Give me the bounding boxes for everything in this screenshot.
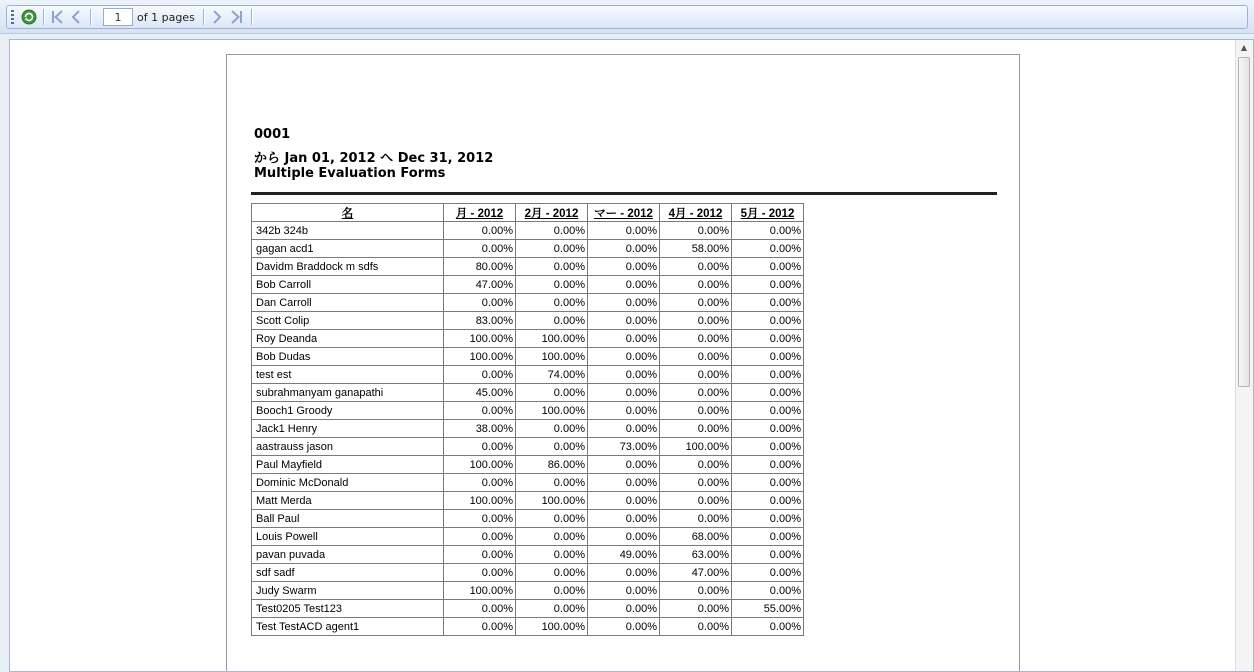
score-cell: 0.00% bbox=[588, 492, 660, 510]
column-header[interactable]: 2月 - 2012 bbox=[516, 204, 588, 222]
agent-name-cell: sdf sadf bbox=[252, 564, 444, 582]
score-cell: 100.00% bbox=[444, 456, 516, 474]
score-cell: 73.00% bbox=[588, 438, 660, 456]
score-cell: 0.00% bbox=[732, 294, 804, 312]
score-cell: 0.00% bbox=[444, 366, 516, 384]
score-cell: 0.00% bbox=[516, 528, 588, 546]
agent-name-cell: Matt Merda bbox=[252, 492, 444, 510]
score-cell: 0.00% bbox=[516, 312, 588, 330]
report-id-heading: 0001 bbox=[254, 127, 291, 142]
score-cell: 0.00% bbox=[588, 366, 660, 384]
table-row bbox=[252, 528, 804, 546]
score-cell: 0.00% bbox=[732, 564, 804, 582]
score-cell: 0.00% bbox=[588, 294, 660, 312]
score-cell: 0.00% bbox=[660, 492, 732, 510]
score-cell: 0.00% bbox=[732, 366, 804, 384]
score-cell: 0.00% bbox=[444, 294, 516, 312]
toolbar-separator bbox=[43, 9, 45, 25]
table-row bbox=[252, 582, 804, 600]
agent-name-cell: 342b 324b bbox=[252, 222, 444, 240]
score-cell: 0.00% bbox=[444, 240, 516, 258]
score-cell: 0.00% bbox=[732, 330, 804, 348]
score-cell: 63.00% bbox=[660, 546, 732, 564]
agent-name-cell: Booch1 Groody bbox=[252, 402, 444, 420]
score-cell: 0.00% bbox=[444, 618, 516, 636]
score-cell: 0.00% bbox=[588, 474, 660, 492]
score-cell: 100.00% bbox=[516, 402, 588, 420]
refresh-button[interactable] bbox=[20, 8, 38, 26]
score-cell: 0.00% bbox=[516, 240, 588, 258]
agent-name-cell: Dominic McDonald bbox=[252, 474, 444, 492]
score-cell: 0.00% bbox=[588, 510, 660, 528]
score-cell: 0.00% bbox=[660, 420, 732, 438]
report-viewer[interactable] bbox=[9, 39, 1254, 672]
column-header[interactable]: 名 bbox=[252, 204, 444, 222]
table-row bbox=[252, 384, 804, 402]
table-row bbox=[252, 510, 804, 528]
score-cell: 0.00% bbox=[516, 564, 588, 582]
score-cell: 0.00% bbox=[588, 222, 660, 240]
first-page-icon bbox=[49, 9, 65, 25]
score-cell: 0.00% bbox=[588, 312, 660, 330]
agent-name-cell: test est bbox=[252, 366, 444, 384]
page-number-input[interactable] bbox=[103, 8, 133, 26]
score-cell: 0.00% bbox=[732, 384, 804, 402]
score-cell: 0.00% bbox=[444, 402, 516, 420]
table-row bbox=[252, 312, 804, 330]
score-cell: 0.00% bbox=[732, 402, 804, 420]
first-page-button[interactable] bbox=[48, 8, 66, 26]
score-cell: 0.00% bbox=[732, 276, 804, 294]
score-cell: 100.00% bbox=[660, 438, 732, 456]
table-row bbox=[252, 618, 804, 636]
table-row bbox=[252, 600, 804, 618]
score-cell: 0.00% bbox=[444, 528, 516, 546]
score-cell: 38.00% bbox=[444, 420, 516, 438]
scroll-thumb[interactable] bbox=[1238, 57, 1250, 387]
score-cell: 0.00% bbox=[588, 402, 660, 420]
toolbar-separator bbox=[203, 9, 205, 25]
agent-name-cell: gagan acd1 bbox=[252, 240, 444, 258]
score-cell: 0.00% bbox=[516, 420, 588, 438]
table-row bbox=[252, 438, 804, 456]
score-cell: 0.00% bbox=[516, 510, 588, 528]
score-cell: 100.00% bbox=[444, 582, 516, 600]
evaluation-table bbox=[251, 203, 804, 636]
score-cell: 0.00% bbox=[588, 330, 660, 348]
score-cell: 0.00% bbox=[588, 240, 660, 258]
toolbar-strip bbox=[6, 5, 1248, 29]
agent-name-cell: Bob Carroll bbox=[252, 276, 444, 294]
score-cell: 0.00% bbox=[516, 384, 588, 402]
score-cell: 0.00% bbox=[588, 600, 660, 618]
score-cell: 100.00% bbox=[444, 348, 516, 366]
score-cell: 0.00% bbox=[660, 258, 732, 276]
score-cell: 47.00% bbox=[444, 276, 516, 294]
table-row bbox=[252, 348, 804, 366]
score-cell: 74.00% bbox=[516, 366, 588, 384]
agent-name-cell: Ball Paul bbox=[252, 510, 444, 528]
score-cell: 0.00% bbox=[732, 312, 804, 330]
refresh-icon bbox=[21, 9, 37, 25]
score-cell: 0.00% bbox=[660, 312, 732, 330]
score-cell: 0.00% bbox=[732, 240, 804, 258]
agent-name-cell: Dan Carroll bbox=[252, 294, 444, 312]
score-cell: 100.00% bbox=[516, 330, 588, 348]
score-cell: 0.00% bbox=[660, 222, 732, 240]
score-cell: 47.00% bbox=[660, 564, 732, 582]
agent-name-cell: Davidm Braddock m sdfs bbox=[252, 258, 444, 276]
score-cell: 100.00% bbox=[444, 330, 516, 348]
score-cell: 0.00% bbox=[444, 474, 516, 492]
vertical-scrollbar[interactable] bbox=[1235, 40, 1253, 672]
column-header[interactable]: 4月 - 2012 bbox=[660, 204, 732, 222]
score-cell: 0.00% bbox=[732, 528, 804, 546]
score-cell: 83.00% bbox=[444, 312, 516, 330]
score-cell: 0.00% bbox=[732, 546, 804, 564]
column-header[interactable]: マー - 2012 bbox=[588, 204, 660, 222]
last-page-icon bbox=[229, 9, 245, 25]
score-cell: 0.00% bbox=[444, 510, 516, 528]
score-cell: 0.00% bbox=[732, 438, 804, 456]
table-row bbox=[252, 492, 804, 510]
table-row bbox=[252, 546, 804, 564]
score-cell: 0.00% bbox=[516, 438, 588, 456]
score-cell: 0.00% bbox=[660, 276, 732, 294]
score-cell: 0.00% bbox=[732, 474, 804, 492]
table-row bbox=[252, 276, 804, 294]
score-cell: 100.00% bbox=[516, 492, 588, 510]
previous-page-button[interactable] bbox=[67, 8, 85, 26]
agent-name-cell: Jack1 Henry bbox=[252, 420, 444, 438]
report-toolbar bbox=[0, 0, 1254, 34]
score-cell: 0.00% bbox=[660, 402, 732, 420]
table-body bbox=[252, 222, 804, 636]
score-cell: 0.00% bbox=[588, 618, 660, 636]
score-cell: 0.00% bbox=[444, 546, 516, 564]
table-row bbox=[252, 420, 804, 438]
score-cell: 0.00% bbox=[660, 294, 732, 312]
date-range-heading: から Jan 01, 2012 へ Dec 31, 2012 bbox=[254, 151, 494, 166]
score-cell: 0.00% bbox=[732, 222, 804, 240]
last-page-button[interactable] bbox=[228, 8, 246, 26]
agent-name-cell: Louis Powell bbox=[252, 528, 444, 546]
agent-name-cell: subrahmanyam ganapathi bbox=[252, 384, 444, 402]
score-cell: 0.00% bbox=[732, 258, 804, 276]
previous-page-icon bbox=[68, 9, 84, 25]
table-row bbox=[252, 294, 804, 312]
agent-name-cell: Scott Colip bbox=[252, 312, 444, 330]
score-cell: 0.00% bbox=[660, 474, 732, 492]
score-cell: 0.00% bbox=[588, 258, 660, 276]
table-row bbox=[252, 222, 804, 240]
score-cell: 0.00% bbox=[732, 582, 804, 600]
score-cell: 86.00% bbox=[516, 456, 588, 474]
score-cell: 0.00% bbox=[732, 420, 804, 438]
score-cell: 49.00% bbox=[588, 546, 660, 564]
score-cell: 0.00% bbox=[588, 276, 660, 294]
score-cell: 0.00% bbox=[516, 474, 588, 492]
score-cell: 100.00% bbox=[444, 492, 516, 510]
score-cell: 0.00% bbox=[588, 348, 660, 366]
score-cell: 0.00% bbox=[660, 330, 732, 348]
score-cell: 0.00% bbox=[516, 258, 588, 276]
agent-name-cell: Bob Dudas bbox=[252, 348, 444, 366]
agent-name-cell: Paul Mayfield bbox=[252, 456, 444, 474]
table-row bbox=[252, 240, 804, 258]
table-row bbox=[252, 330, 804, 348]
page-count-label: of 1 pages bbox=[137, 11, 195, 24]
score-cell: 0.00% bbox=[660, 456, 732, 474]
score-cell: 0.00% bbox=[660, 618, 732, 636]
score-cell: 0.00% bbox=[516, 276, 588, 294]
agent-name-cell: Test TestACD agent1 bbox=[252, 618, 444, 636]
score-cell: 0.00% bbox=[660, 582, 732, 600]
score-cell: 100.00% bbox=[516, 348, 588, 366]
next-page-icon bbox=[209, 9, 225, 25]
score-cell: 0.00% bbox=[660, 366, 732, 384]
score-cell: 0.00% bbox=[516, 582, 588, 600]
table-row bbox=[252, 366, 804, 384]
score-cell: 0.00% bbox=[732, 348, 804, 366]
score-cell: 0.00% bbox=[444, 438, 516, 456]
score-cell: 0.00% bbox=[588, 582, 660, 600]
report-page bbox=[226, 54, 1020, 672]
score-cell: 0.00% bbox=[516, 222, 588, 240]
score-cell: 0.00% bbox=[444, 600, 516, 618]
next-page-button[interactable] bbox=[208, 8, 226, 26]
header-divider bbox=[251, 192, 997, 195]
toolbar-separator bbox=[90, 9, 92, 25]
score-cell: 0.00% bbox=[588, 456, 660, 474]
score-cell: 68.00% bbox=[660, 528, 732, 546]
scroll-up-icon[interactable]: ▲ bbox=[1240, 43, 1248, 52]
score-cell: 0.00% bbox=[444, 222, 516, 240]
score-cell: 0.00% bbox=[516, 600, 588, 618]
agent-name-cell: Roy Deanda bbox=[252, 330, 444, 348]
table-row bbox=[252, 564, 804, 582]
score-cell: 0.00% bbox=[588, 420, 660, 438]
score-cell: 80.00% bbox=[444, 258, 516, 276]
column-header[interactable]: 5月 - 2012 bbox=[732, 204, 804, 222]
score-cell: 0.00% bbox=[516, 294, 588, 312]
score-cell: 0.00% bbox=[588, 384, 660, 402]
score-cell: 45.00% bbox=[444, 384, 516, 402]
score-cell: 0.00% bbox=[660, 600, 732, 618]
score-cell: 55.00% bbox=[732, 600, 804, 618]
score-cell: 0.00% bbox=[732, 456, 804, 474]
agent-name-cell: Judy Swarm bbox=[252, 582, 444, 600]
score-cell: 0.00% bbox=[516, 546, 588, 564]
table-row bbox=[252, 258, 804, 276]
score-cell: 0.00% bbox=[732, 492, 804, 510]
score-cell: 58.00% bbox=[660, 240, 732, 258]
score-cell: 0.00% bbox=[660, 384, 732, 402]
agent-name-cell: aastrauss jason bbox=[252, 438, 444, 456]
score-cell: 0.00% bbox=[444, 564, 516, 582]
score-cell: 0.00% bbox=[588, 528, 660, 546]
column-header[interactable]: 月 - 2012 bbox=[444, 204, 516, 222]
toolbar-separator bbox=[251, 9, 253, 25]
table-row bbox=[252, 402, 804, 420]
score-cell: 100.00% bbox=[516, 618, 588, 636]
agent-name-cell: Test0205 Test123 bbox=[252, 600, 444, 618]
agent-name-cell: pavan puvada bbox=[252, 546, 444, 564]
score-cell: 0.00% bbox=[588, 564, 660, 582]
score-cell: 0.00% bbox=[732, 510, 804, 528]
toolbar-grip[interactable] bbox=[11, 10, 14, 24]
score-cell: 0.00% bbox=[660, 510, 732, 528]
table-row bbox=[252, 474, 804, 492]
table-row bbox=[252, 456, 804, 474]
table-header-row bbox=[252, 204, 804, 222]
report-title-heading: Multiple Evaluation Forms bbox=[254, 166, 446, 181]
score-cell: 0.00% bbox=[660, 348, 732, 366]
score-cell: 0.00% bbox=[732, 618, 804, 636]
